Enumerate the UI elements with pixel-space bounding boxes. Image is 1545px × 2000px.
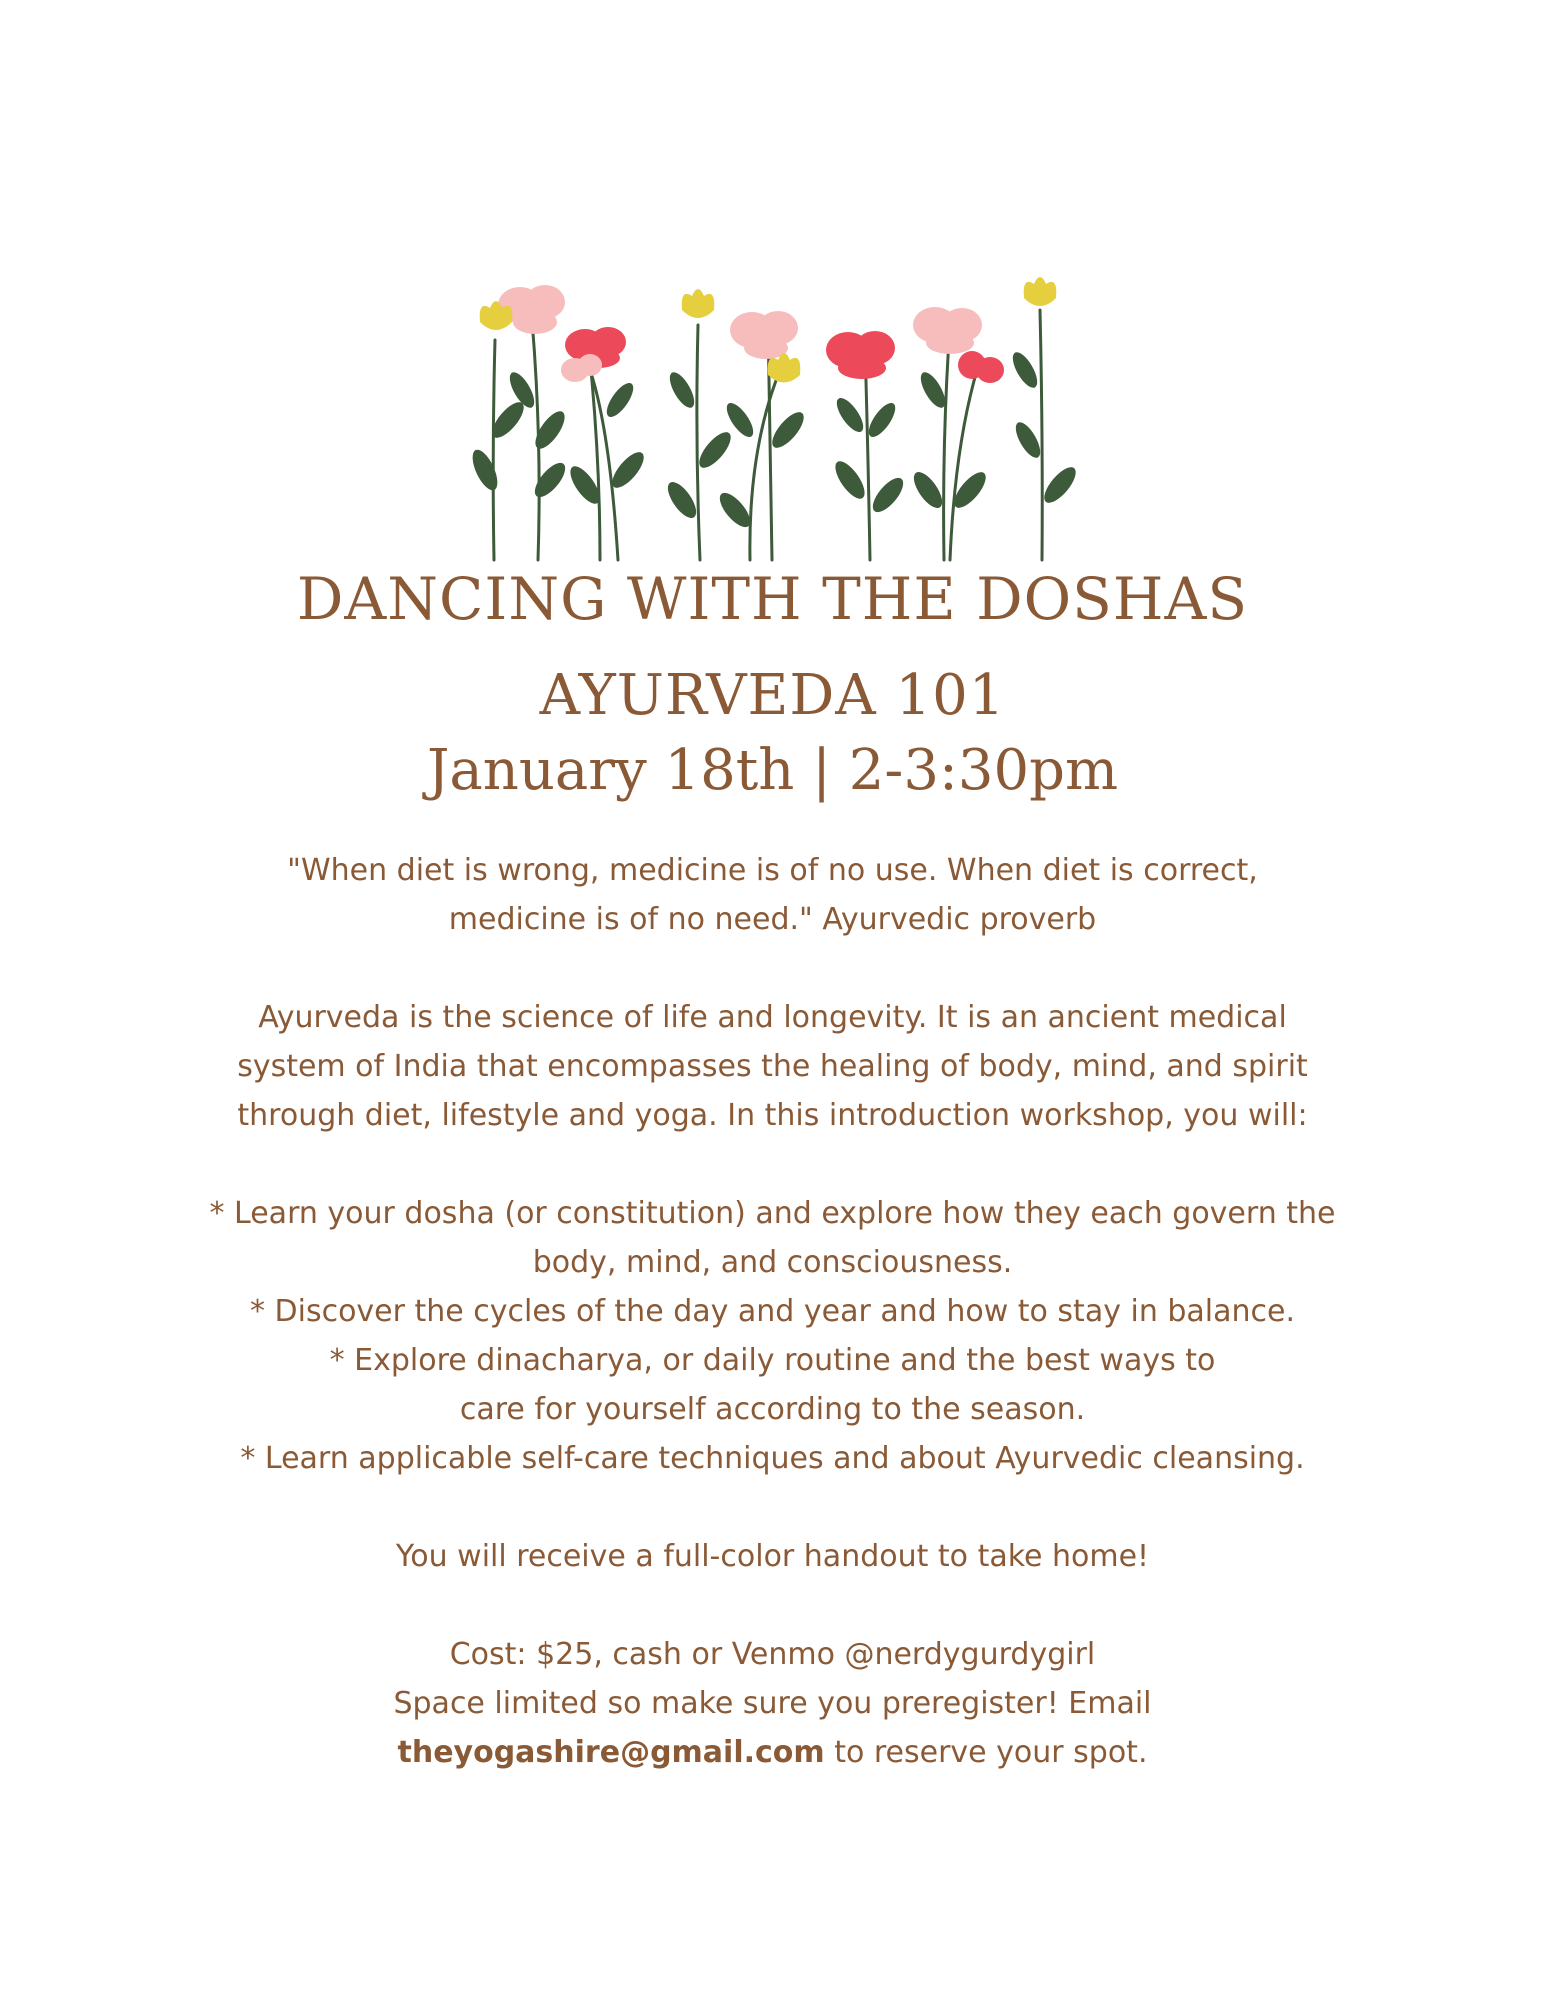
bullet-line-6: * Learn applicable self-care techniques and about Ayurvedic cleansing. <box>240 1441 1305 1476</box>
space-line: Space limited so make sure you preregister! Email <box>393 1686 1152 1721</box>
intro-line-3: through diet, lifestyle and yoga. In this introduction workshop, you will: <box>237 1098 1308 1133</box>
event-subtitle: AYURVEDA 101 <box>539 663 1006 728</box>
red-flower-3 <box>958 351 1004 383</box>
reserve-suffix: to reserve your spot. <box>824 1735 1148 1770</box>
bullet-line-5: care for yourself according to the season. <box>459 1392 1086 1427</box>
bullet-line-4: * Explore dinacharya, or daily routine and the best ways to <box>329 1343 1216 1378</box>
intro-line-2: system of India that encompasses the healing of body, mind, and spirit <box>237 1049 1308 1084</box>
reserve-line <box>0 1728 1545 1777</box>
handout-note: You will receive a full-color handout to take home! <box>395 1539 1150 1574</box>
event-date: January 18th | 2-3:30pm <box>426 738 1119 803</box>
event-title: DANCING WITH THE DOSHAS <box>296 565 1249 633</box>
pink-flower-small <box>561 354 602 382</box>
yellow-flower-2 <box>682 289 715 318</box>
bullet-line-3: * Discover the cycles of the day and year and how to stay in balance. <box>249 1294 1296 1329</box>
intro-line-1: Ayurveda is the science of life and longevity. It is an ancient medical <box>258 1000 1287 1035</box>
quote-line-1: "When diet is wrong, medicine is of no use. When diet is correct, <box>287 853 1258 888</box>
pink-flower-3 <box>913 307 982 354</box>
bullet-line-1: * Learn your dosha (or constitution) and explore how they each govern the <box>209 1196 1336 1231</box>
cost-line: Cost: $25, cash or Venmo @nerdygurdygirl <box>449 1637 1096 1672</box>
red-flower-2 <box>826 331 895 379</box>
email-link[interactable]: theyogashire@gmail.com <box>397 1735 825 1770</box>
flower-illustration <box>450 270 1100 570</box>
pink-flower-2 <box>730 311 798 359</box>
yellow-flower-4 <box>1024 277 1057 306</box>
bullet-line-2: body, mind, and consciousness. <box>532 1245 1013 1280</box>
quote-line-2: medicine is of no need." Ayurvedic proverb <box>448 902 1097 937</box>
